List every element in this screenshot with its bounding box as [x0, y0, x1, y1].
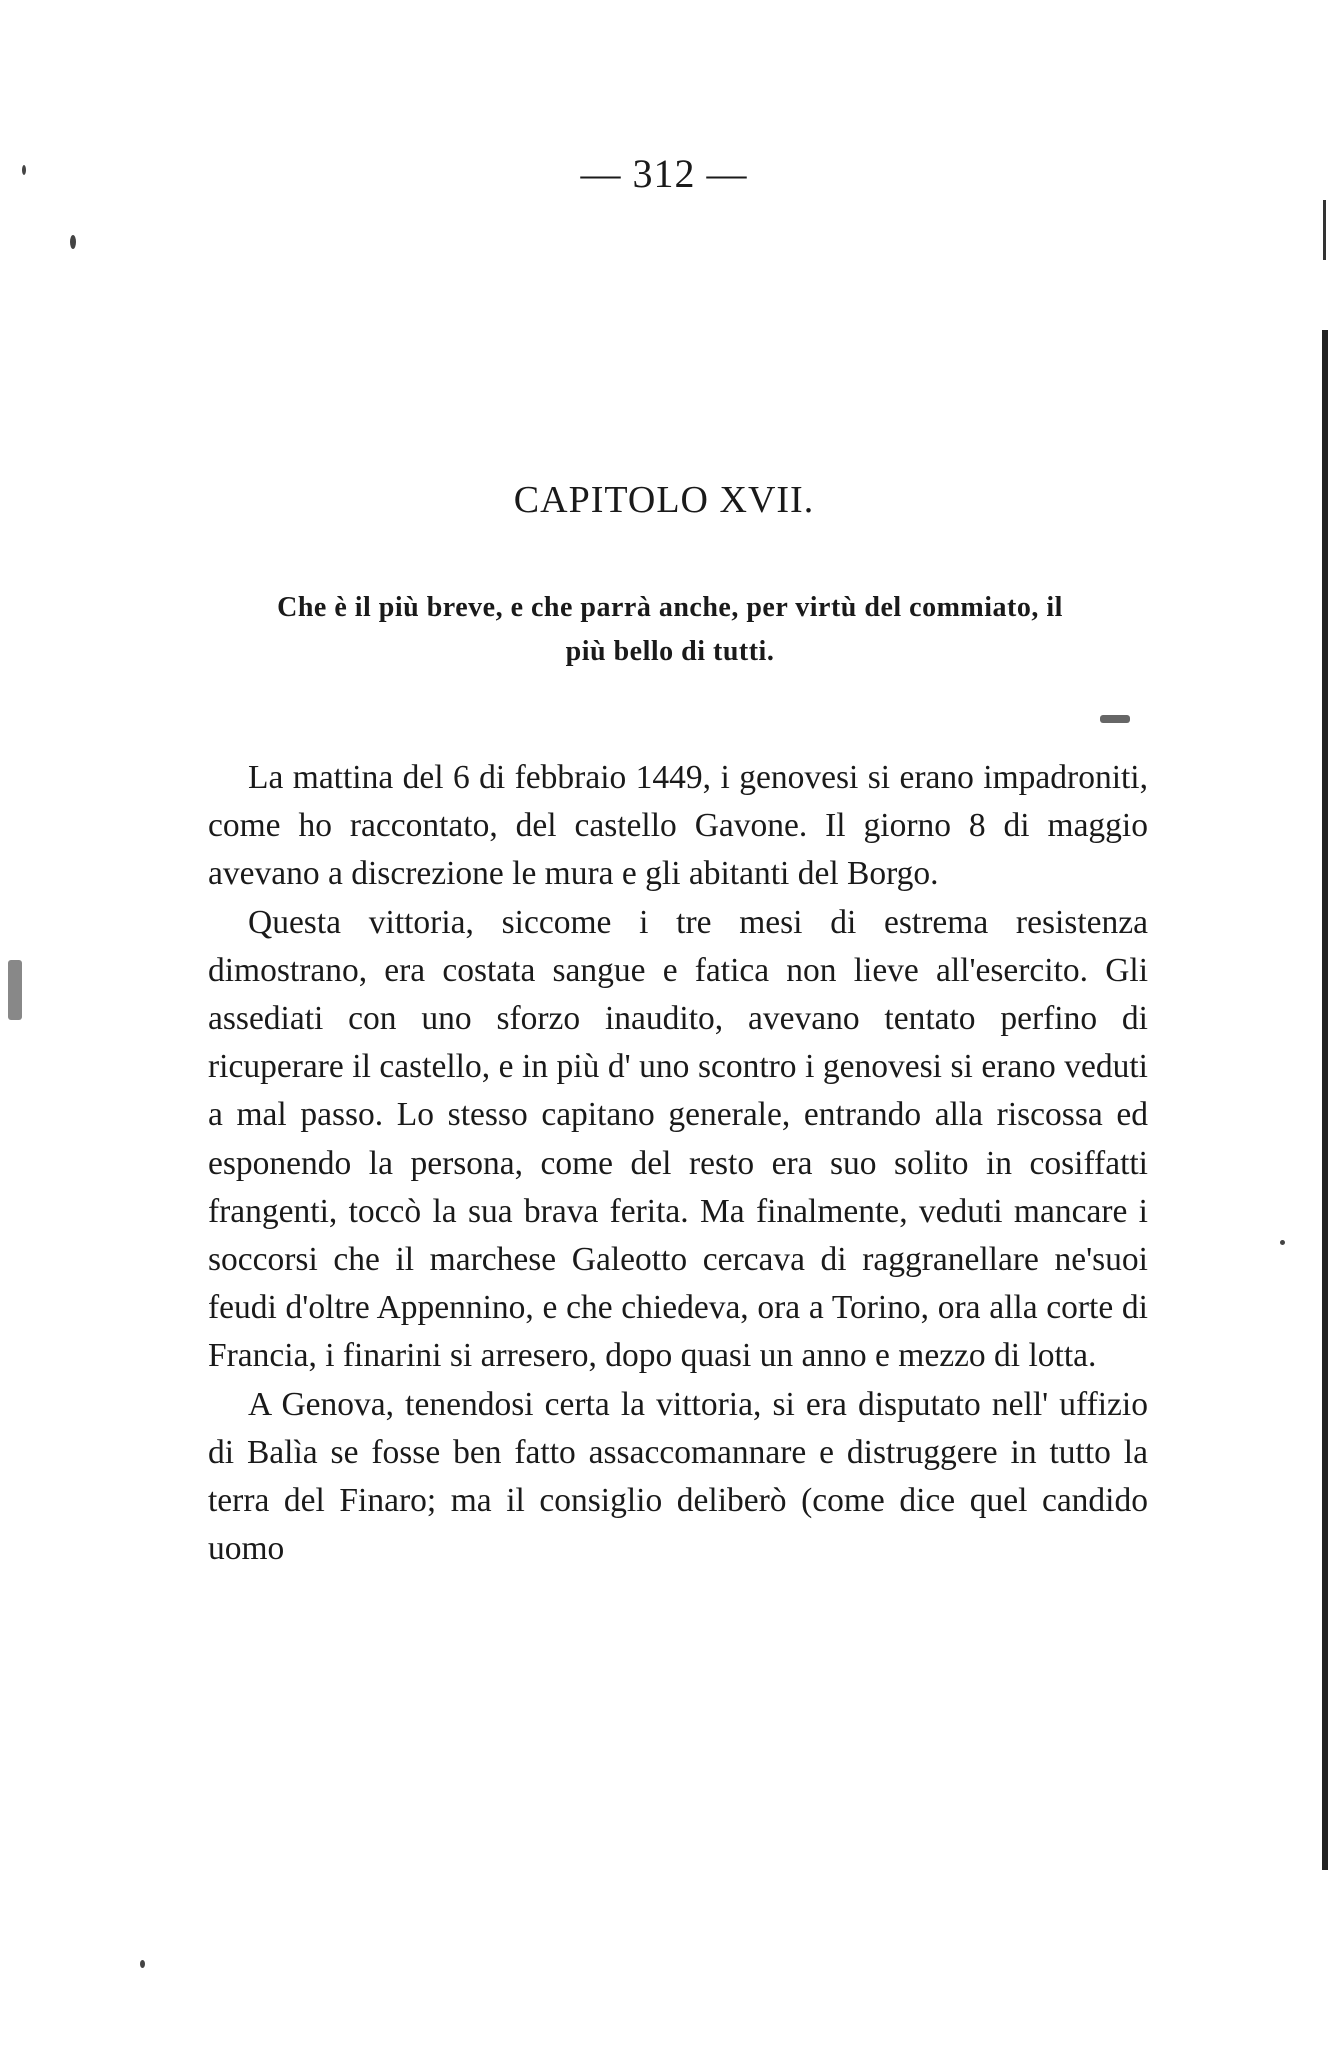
scan-speck — [1100, 715, 1130, 723]
chapter-title: CAPITOLO XVII. — [513, 479, 815, 521]
chapter-subtitle: Che è il più breve, e che parrà anche, per virtù del commiato, il più bello di tutti. — [277, 592, 1063, 667]
scan-speck — [70, 235, 76, 249]
paragraph-2: Questa vittoria, siccome i tre mesi di estrema resistenza dimostrano, era costata sangue e fatica non lieve all'esercito. Gli assediati con uno sforzo inaudito, avevano tentato perfino di ricuperare il castello, e in più d' uno scontro i genovesi si erano veduti a mal passo. Lo stesso capitano generale, entrando alla riscossa ed esponendo la persona, come del resto era suo solito in cosiffatti frangenti, toccò la sua brava ferita. Ma finalmente, veduti mancare i soccorsi che il marchese Galeotto cercava di raggranellare ne'suoi feudi d'oltre Appennino, e che chiedeva, ora a Torino, ora alla corte di Francia, i finarini si arresero, dopo quasi un anno e mezzo di lotta. — [208, 903, 1148, 1375]
scan-edge-mark — [1323, 200, 1326, 260]
page-number: — 312 — — [580, 151, 748, 196]
paragraph-1: La mattina del 6 di febbraio 1449, i genovesi si erano impadroniti, come ho raccontato, del castello Gavone. Il giorno 8 di maggio avevano a discrezione le mura e gli abitanti del Borgo. — [208, 759, 1148, 893]
scan-speck — [1280, 1240, 1285, 1245]
paragraph-3: A Genova, tenendosi certa la vittoria, si era disputato nell' uffizio di Balìa se fosse ben fatto assaccomannare e distruggere in tutto la terra del Finaro; ma il consiglio deliberò (come dice quel candido uomo — [208, 1385, 1148, 1568]
scan-speck — [140, 1960, 145, 1968]
scan-edge-shadow — [1322, 330, 1328, 1870]
scan-speck — [8, 960, 22, 1020]
body-text — [208, 754, 1148, 1573]
